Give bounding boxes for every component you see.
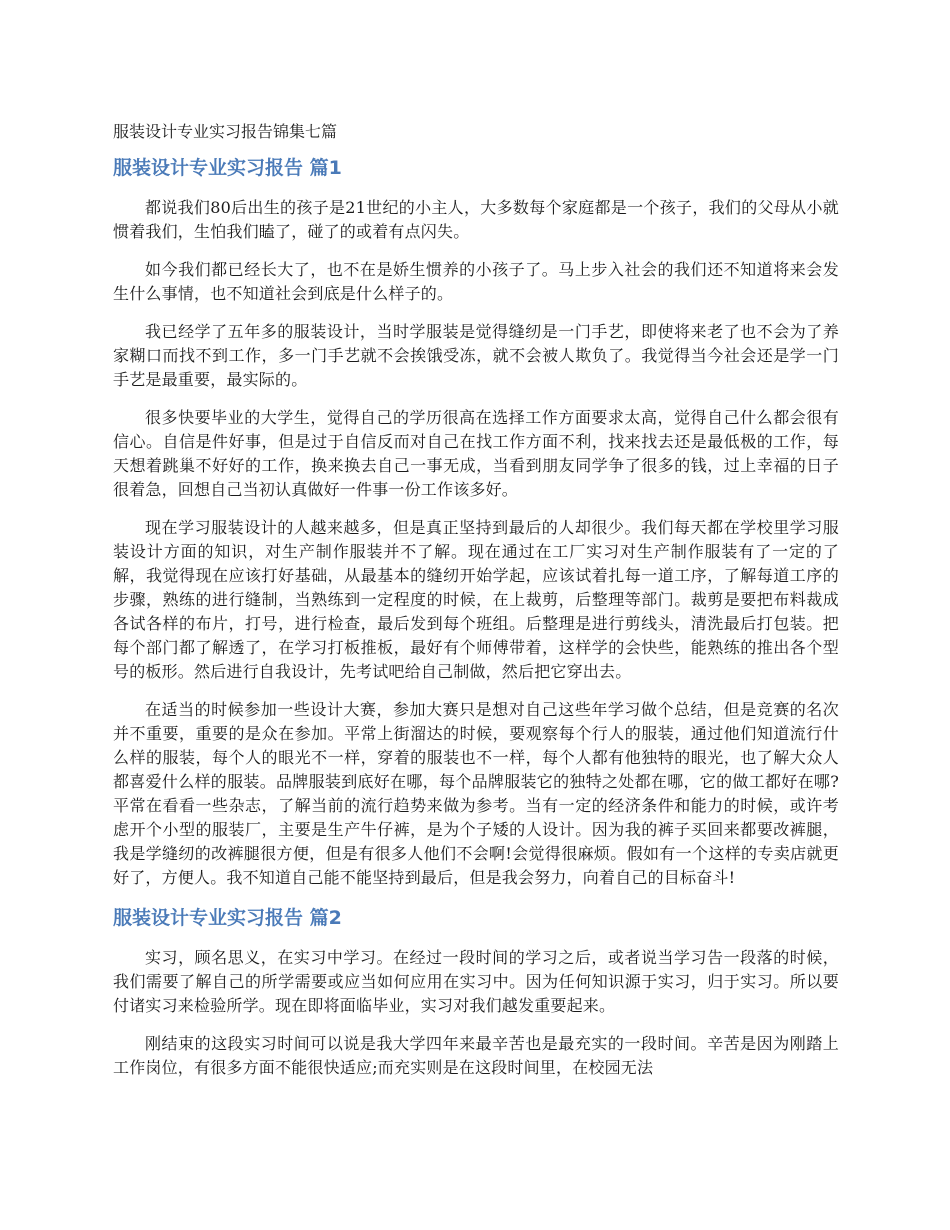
- document-page: [113, 118, 839, 1094]
- paragraph: 现在学习服装设计的人越来越多，但是真正坚持到最后的人却很少。我们每天都在学校里学习服装设计方面的知识，对生产制作服装并不了解。现在通过在工厂实习对生产制作服装有了一定的了解，我觉得现在应该打好基础，从最基本的缝纫开始学起，应该试着扎每一道工序，了解每道工序的步骤，熟练的进行缝制，当熟练到一定程度的时候，在上裁剪，后整理等部门。裁剪是要把布料裁成各试各样的布片，打号，进行检查，最后发到每个班组。后整理是进行剪线头，清洗最后打包装。把每个部门都了解透了，在学习打板推板，最好有个师傅带着，这样学的会快些，能熟练的推出各个型号的板形。然后进行自我设计，先考试吧给自己制做，然后把它穿出去。: [113, 518, 839, 681]
- section-heading: 服装设计专业实习报告 篇1: [113, 157, 342, 179]
- paragraph: 都说我们80后出生的孩子是21世纪的小主人，大多数每个家庭都是一个孩子，我们的父母从小就惯着我们，生怕我们瞌了，碰了的或着有点闪失。: [113, 198, 839, 241]
- document-title: 服装设计专业实习报告锦集七篇: [113, 122, 338, 141]
- paragraph: 刚结束的这段实习时间可以说是我大学四年来最辛苦也是最充实的一段时间。辛苦是因为刚踏上工作岗位，有很多方面不能很快适应;而充实则是在这段时间里，在校园无法: [113, 1034, 839, 1077]
- paragraph: 实习，顾名思义，在实习中学习。在经过一段时间的学习之后，或者说当学习告一段落的时候，我们需要了解自己的所学需要或应当如何应用在实习中。因为任何知识源于实习，归于实习。所以要付诸实习来检验所学。现在即将面临毕业，实习对我们越发重要起来。: [113, 948, 839, 1015]
- paragraph: 很多快要毕业的大学生，觉得自己的学历很高在选择工作方面要求太高，觉得自己什么都会很有信心。自信是件好事，但是过于自信反而对自己在找工作方面不利，找来找去还是最低极的工作，每天想着跳巢不好好的工作，换来换去自己一事无成，当看到朋友同学争了很多的钱，过上幸福的日子很着急，回想自己当初认真做好一件事一份工作该多好。: [113, 408, 839, 499]
- section-heading: 服装设计专业实习报告 篇2: [113, 907, 342, 929]
- section-1: [113, 154, 839, 890]
- paragraph: 如今我们都已经长大了，也不在是娇生惯养的小孩子了。马上步入社会的我们还不知道将来会发生什么事情，也不知道社会到底是什么样子的。: [113, 260, 839, 303]
- paragraph: 在适当的时候参加一些设计大赛，参加大赛只是想对自己这些年学习做个总结，但是竞赛的名次并不重要，重要的是众在参加。平常上街溜达的时候，要观察每个行人的服装，通过他们知道流行什么样的服装，每个人的眼光不一样，穿着的服装也不一样，每个人都有他独特的眼光，也了解大众人都喜爱什么样的服装。品牌服装到底好在哪，每个品牌服装它的独特之处都在哪，它的做工都好在哪?平常在看看一些杂志，了解当前的流行趋势来做为参考。当有一定的经济条件和能力的时候，或许考虑开个小型的服装厂，主要是生产牛仔裤，是为个子矮的人设计。因为我的裤子买回来都要改裤腿，我是学缝纫的改裤腿很方便，但是有很多人他们不会啊!会觉得很麻烦。假如有一个这样的专卖店就更好了，方便人。我不知道自己能不能坚持到最后，但是我会努力，向着自己的目标奋斗!: [113, 700, 839, 887]
- paragraph: 我已经学了五年多的服装设计，当时学服装是觉得缝纫是一门手艺，即使将来老了也不会为了养家糊口而找不到工作，多一门手艺就不会挨饿受冻，就不会被人欺负了。我觉得当今社会还是学一门手艺是最重要，最实际的。: [113, 322, 839, 389]
- section-2: [113, 904, 839, 1080]
